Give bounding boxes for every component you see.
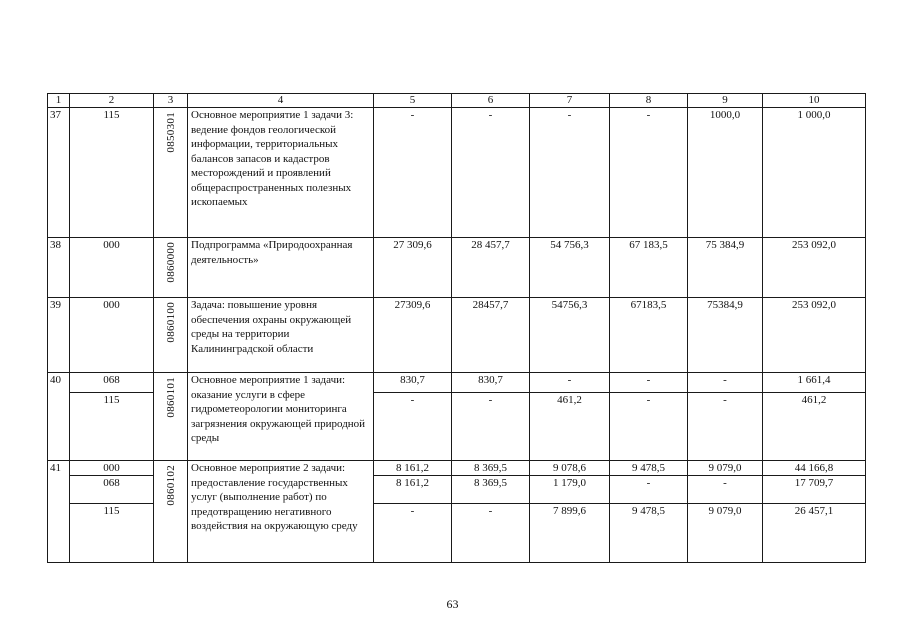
value-col10: 44 166,8 — [763, 461, 866, 476]
value-col9: 9 079,0 — [688, 504, 763, 563]
value-col10: 461,2 — [763, 393, 866, 461]
value-col9: 75384,9 — [688, 298, 763, 373]
program-code-cell — [154, 108, 188, 238]
table-header-row — [48, 94, 866, 108]
value-col8: - — [610, 476, 688, 504]
header-cell: 10 — [763, 94, 866, 108]
header-cell: 5 — [374, 94, 452, 108]
row-number: 38 — [48, 238, 70, 298]
value-col7: - — [530, 373, 610, 393]
value-col7: 7 899,6 — [530, 504, 610, 563]
value-col6: 830,7 — [452, 373, 530, 393]
value-col6: 28457,7 — [452, 298, 530, 373]
row-description: Основное мероприятие 1 задачи 3: ведение фондов геологической информации, территориальных балансов запасов и кадастров месторождений и проявлений общераспространенных полезных ископаемых — [188, 108, 374, 238]
row-description: Основное мероприятие 1 задачи: оказание услуги в сфере гидрометеорологии мониторинга загрязнения окружающей природной среды — [188, 373, 374, 461]
row-number: 37 — [48, 108, 70, 238]
value-col9: - — [688, 393, 763, 461]
value-col8: - — [610, 373, 688, 393]
value-col10: 1 661,4 — [763, 373, 866, 393]
value-col8: - — [610, 393, 688, 461]
value-col5: - — [374, 504, 452, 563]
value-col10: 253 092,0 — [763, 238, 866, 298]
value-col7: 461,2 — [530, 393, 610, 461]
value-col5: 27 309,6 — [374, 238, 452, 298]
admin-code: 115 — [70, 108, 154, 238]
table-row — [48, 461, 866, 476]
value-col10: 1 000,0 — [763, 108, 866, 238]
admin-code: 000 — [70, 461, 154, 476]
header-cell: 1 — [48, 94, 70, 108]
budget-table — [47, 93, 866, 563]
value-col5: - — [374, 393, 452, 461]
admin-code: 068 — [70, 476, 154, 504]
row-description: Задача: повышение уровня обеспечения охраны окружающей среды на территории Калининградской области — [188, 298, 374, 373]
value-col6: 8 369,5 — [452, 476, 530, 504]
value-col9: 1000,0 — [688, 108, 763, 238]
admin-code: 115 — [70, 504, 154, 563]
admin-code: 068 — [70, 373, 154, 393]
value-col6: - — [452, 504, 530, 563]
row-description: Основное мероприятие 2 задачи: предоставление государственных услуг (выполнение работ) по предотвращению негативного воздействия на окружающую среду — [188, 461, 374, 563]
value-col10: 17 709,7 — [763, 476, 866, 504]
program-code: 0860102 — [164, 465, 177, 506]
value-col8: - — [610, 108, 688, 238]
value-col9: 9 079,0 — [688, 461, 763, 476]
value-col8: 67 183,5 — [610, 238, 688, 298]
value-col7: 1 179,0 — [530, 476, 610, 504]
value-col8: 67183,5 — [610, 298, 688, 373]
program-code-cell — [154, 373, 188, 461]
value-col5: 8 161,2 — [374, 461, 452, 476]
header-cell: 2 — [70, 94, 154, 108]
table-row — [48, 238, 866, 298]
header-cell: 9 — [688, 94, 763, 108]
value-col7: - — [530, 108, 610, 238]
value-col10: 253 092,0 — [763, 298, 866, 373]
program-code: 0860000 — [164, 242, 177, 283]
value-col9: - — [688, 373, 763, 393]
row-number: 39 — [48, 298, 70, 373]
program-code: 0860100 — [164, 302, 177, 343]
program-code-cell — [154, 238, 188, 298]
value-col5: - — [374, 108, 452, 238]
admin-code: 000 — [70, 238, 154, 298]
program-code: 0850301 — [164, 112, 177, 153]
table-row — [48, 108, 866, 238]
program-code: 0860101 — [164, 377, 177, 418]
header-cell: 8 — [610, 94, 688, 108]
value-col9: 75 384,9 — [688, 238, 763, 298]
value-col5: 830,7 — [374, 373, 452, 393]
admin-code: 115 — [70, 393, 154, 461]
value-col6: - — [452, 108, 530, 238]
value-col5: 8 161,2 — [374, 476, 452, 504]
value-col6: 28 457,7 — [452, 238, 530, 298]
value-col9: - — [688, 476, 763, 504]
admin-code: 000 — [70, 298, 154, 373]
header-cell: 7 — [530, 94, 610, 108]
program-code-cell — [154, 461, 188, 563]
value-col6: - — [452, 393, 530, 461]
row-number: 41 — [48, 461, 70, 563]
header-cell: 6 — [452, 94, 530, 108]
header-cell: 3 — [154, 94, 188, 108]
row-description: Подпрограмма «Природоохранная деятельность» — [188, 238, 374, 298]
page-number: 63 — [446, 597, 459, 611]
table-row — [48, 373, 866, 393]
value-col8: 9 478,5 — [610, 461, 688, 476]
value-col7: 54756,3 — [530, 298, 610, 373]
value-col8: 9 478,5 — [610, 504, 688, 563]
value-col7: 9 078,6 — [530, 461, 610, 476]
header-cell: 4 — [188, 94, 374, 108]
program-code-cell — [154, 298, 188, 373]
value-col6: 8 369,5 — [452, 461, 530, 476]
row-number: 40 — [48, 373, 70, 461]
table-row — [48, 298, 866, 373]
value-col7: 54 756,3 — [530, 238, 610, 298]
value-col10: 26 457,1 — [763, 504, 866, 563]
value-col5: 27309,6 — [374, 298, 452, 373]
